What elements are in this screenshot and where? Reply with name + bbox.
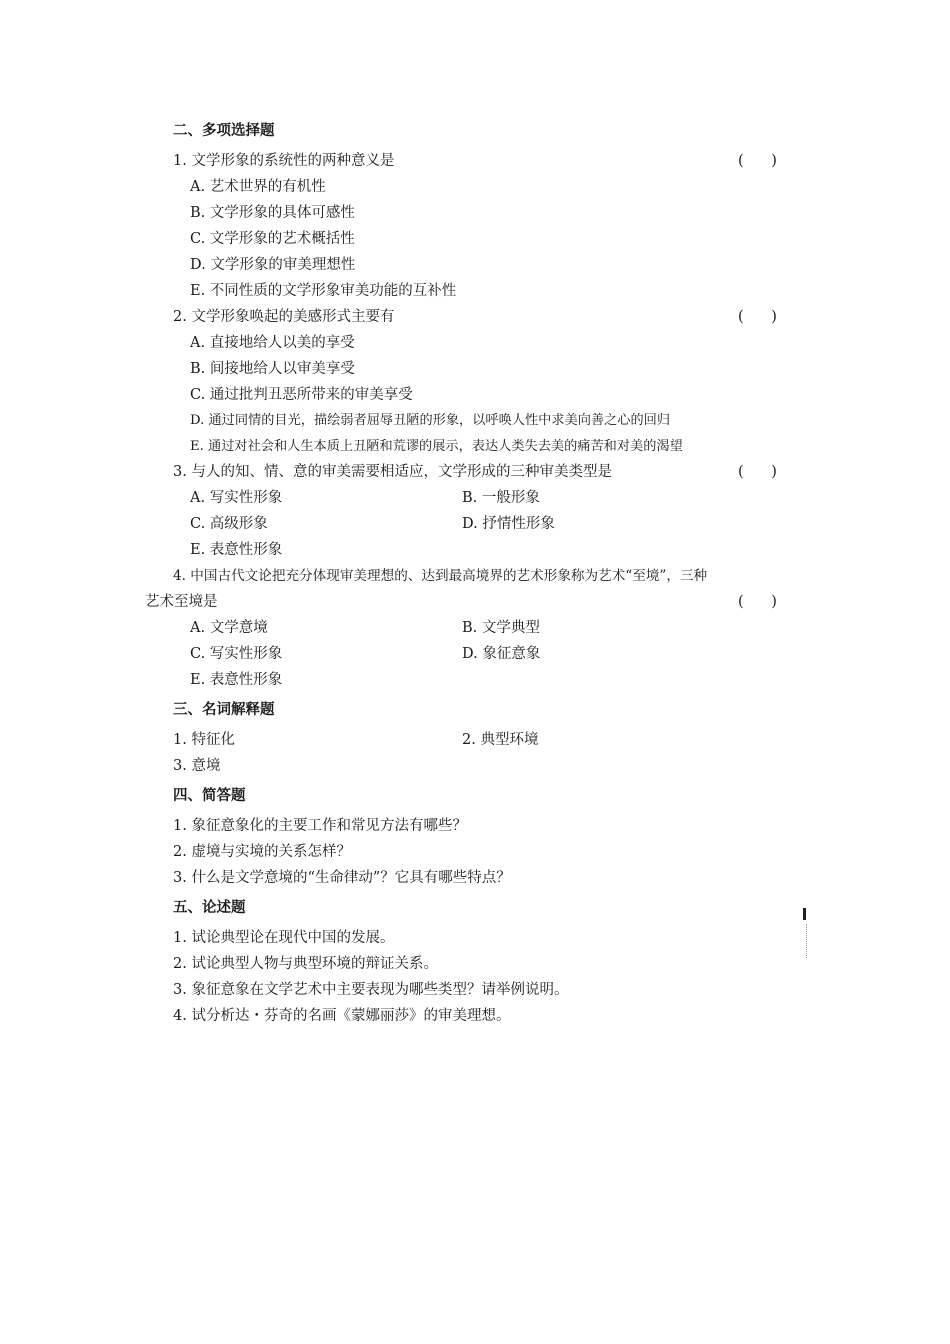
essay-item: 4. 试分析达・芬奇的名画《蒙娜丽莎》的审美理想。 [173,1008,511,1024]
essay-item: 3. 象征意象在文学艺术中主要表现为哪些类型？请举例说明。 [173,982,569,998]
short-answer-item: 2. 虚境与实境的关系怎样？ [173,844,351,860]
question-stem: 4. 中国古代文论把充分体现审美理想的、达到最高境界的艺术形象称为艺术“至境”，三种 [173,568,708,584]
question-stem-continued: 艺术至境是 [145,594,218,610]
option-item: B. 间接地给人以审美享受 [190,361,355,377]
essay-item: 1. 试论典型论在现代中国的发展。 [173,930,395,946]
option-item: C. 通过批判丑恶所带来的审美享受 [190,387,413,403]
question-stem: 2. 文学形象唤起的美感形式主要有 [173,309,395,325]
option-item: B. 一般形象 [462,490,540,506]
option-item: E. 通过对社会和人生本质上丑陋和荒谬的展示，表达人类失去美的痛苦和对美的渴望 [190,439,683,454]
option-item: B. 文学典型 [462,620,540,636]
option-item: C. 高级形象 [190,516,268,532]
answer-paren: ( ) [738,464,777,480]
answer-paren: ( ) [738,153,777,169]
option-item: E. 不同性质的文学形象审美功能的互补性 [190,283,457,299]
section-heading-multiple-choice: 二、多项选择题 [173,123,275,139]
answer-paren: ( ) [738,594,777,610]
term-item: 1. 特征化 [173,732,235,748]
option-item: D. 文学形象的审美理想性 [190,257,356,273]
scan-margin-mark [803,908,806,920]
question-stem: 1. 文学形象的系统性的两种意义是 [173,153,395,169]
answer-paren: ( ) [738,309,777,325]
option-item: E. 表意性形象 [190,672,283,688]
option-item: A. 直接地给人以美的享受 [190,335,355,351]
short-answer-item: 1. 象征意象化的主要工作和常见方法有哪些？ [173,818,467,834]
option-item: A. 写实性形象 [190,490,283,506]
option-item: C. 写实性形象 [190,646,283,662]
term-item: 3. 意境 [173,758,221,774]
section-heading-short-answer: 四、简答题 [173,788,246,804]
option-item: E. 表意性形象 [190,542,283,558]
section-heading-essay: 五、论述题 [173,900,246,916]
option-item: B. 文学形象的具体可感性 [190,205,355,221]
short-answer-item: 3. 什么是文学意境的“生命律动”？它具有哪些特点？ [173,870,511,886]
option-item: D. 通过同情的目光，描绘弱者屈辱丑陋的形象，以呼唤人性中求美向善之心的回归 [190,413,671,428]
option-item: A. 文学意境 [190,620,268,636]
option-item: D. 抒情性形象 [462,516,555,532]
option-item: A. 艺术世界的有机性 [190,179,326,195]
term-item: 2. 典型环境 [462,732,539,748]
section-heading-terms: 三、名词解释题 [173,702,275,718]
scan-margin-dots [806,924,808,958]
question-stem: 3. 与人的知、情、意的审美需要相适应，文学形成的三种审美类型是 [173,464,612,480]
option-item: D. 象征意象 [462,646,541,662]
essay-item: 2. 试论典型人物与典型环境的辩证关系。 [173,956,438,972]
option-item: C. 文学形象的艺术概括性 [190,231,355,247]
